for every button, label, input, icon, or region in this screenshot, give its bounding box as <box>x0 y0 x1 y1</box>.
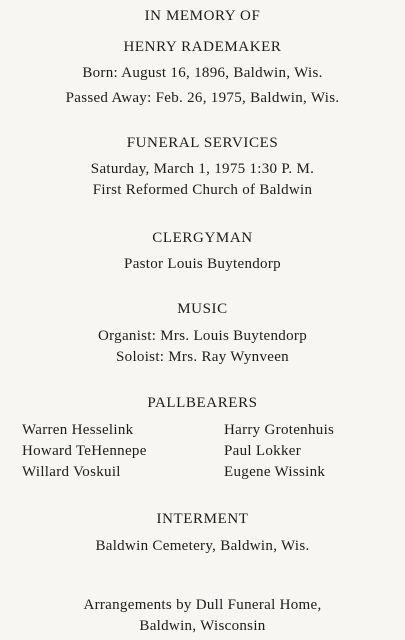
interment-heading: INTERMENT <box>156 511 249 527</box>
birth-line: Born: August 16, 1896, Baldwin, Wis. <box>82 65 323 81</box>
pallbearers-heading: PALLBEARERS <box>147 395 258 411</box>
pallbearer-name: Harry Grotenhuis <box>224 422 335 438</box>
clergy-heading: CLERGYMAN <box>152 230 253 246</box>
music-heading: MUSIC <box>177 301 228 317</box>
pallbearer-name: Willard Voskuil <box>22 464 121 480</box>
pallbearer-name: Warren Hesselink <box>22 422 134 438</box>
soloist-line: Soloist: Mrs. Ray Wynveen <box>116 349 289 365</box>
memorial-title: IN MEMORY OF <box>144 8 261 24</box>
pallbearer-name: Howard TeHennepe <box>22 443 147 459</box>
deceased-name: HENRY RADEMAKER <box>123 39 282 55</box>
arrangements-line-1: Arrangements by Dull Funeral Home, <box>83 597 322 613</box>
organist-line: Organist: Mrs. Louis Buytendorp <box>97 328 308 344</box>
interment-place: Baldwin Cemetery, Baldwin, Wis. <box>95 538 310 554</box>
death-line: Passed Away: Feb. 26, 1975, Baldwin, Wis. <box>65 90 340 106</box>
funeral-datetime: Saturday, March 1, 1975 1:30 P. M. <box>90 161 315 177</box>
arrangements-line-2: Baldwin, Wisconsin <box>139 618 266 634</box>
pallbearer-name: Paul Lokker <box>224 443 302 459</box>
pallbearer-name: Eugene Wissink <box>224 464 326 480</box>
funeral-heading: FUNERAL SERVICES <box>126 135 279 151</box>
funeral-place: First Reformed Church of Baldwin <box>92 182 313 198</box>
clergy-name: Pastor Louis Buytendorp <box>124 256 281 272</box>
